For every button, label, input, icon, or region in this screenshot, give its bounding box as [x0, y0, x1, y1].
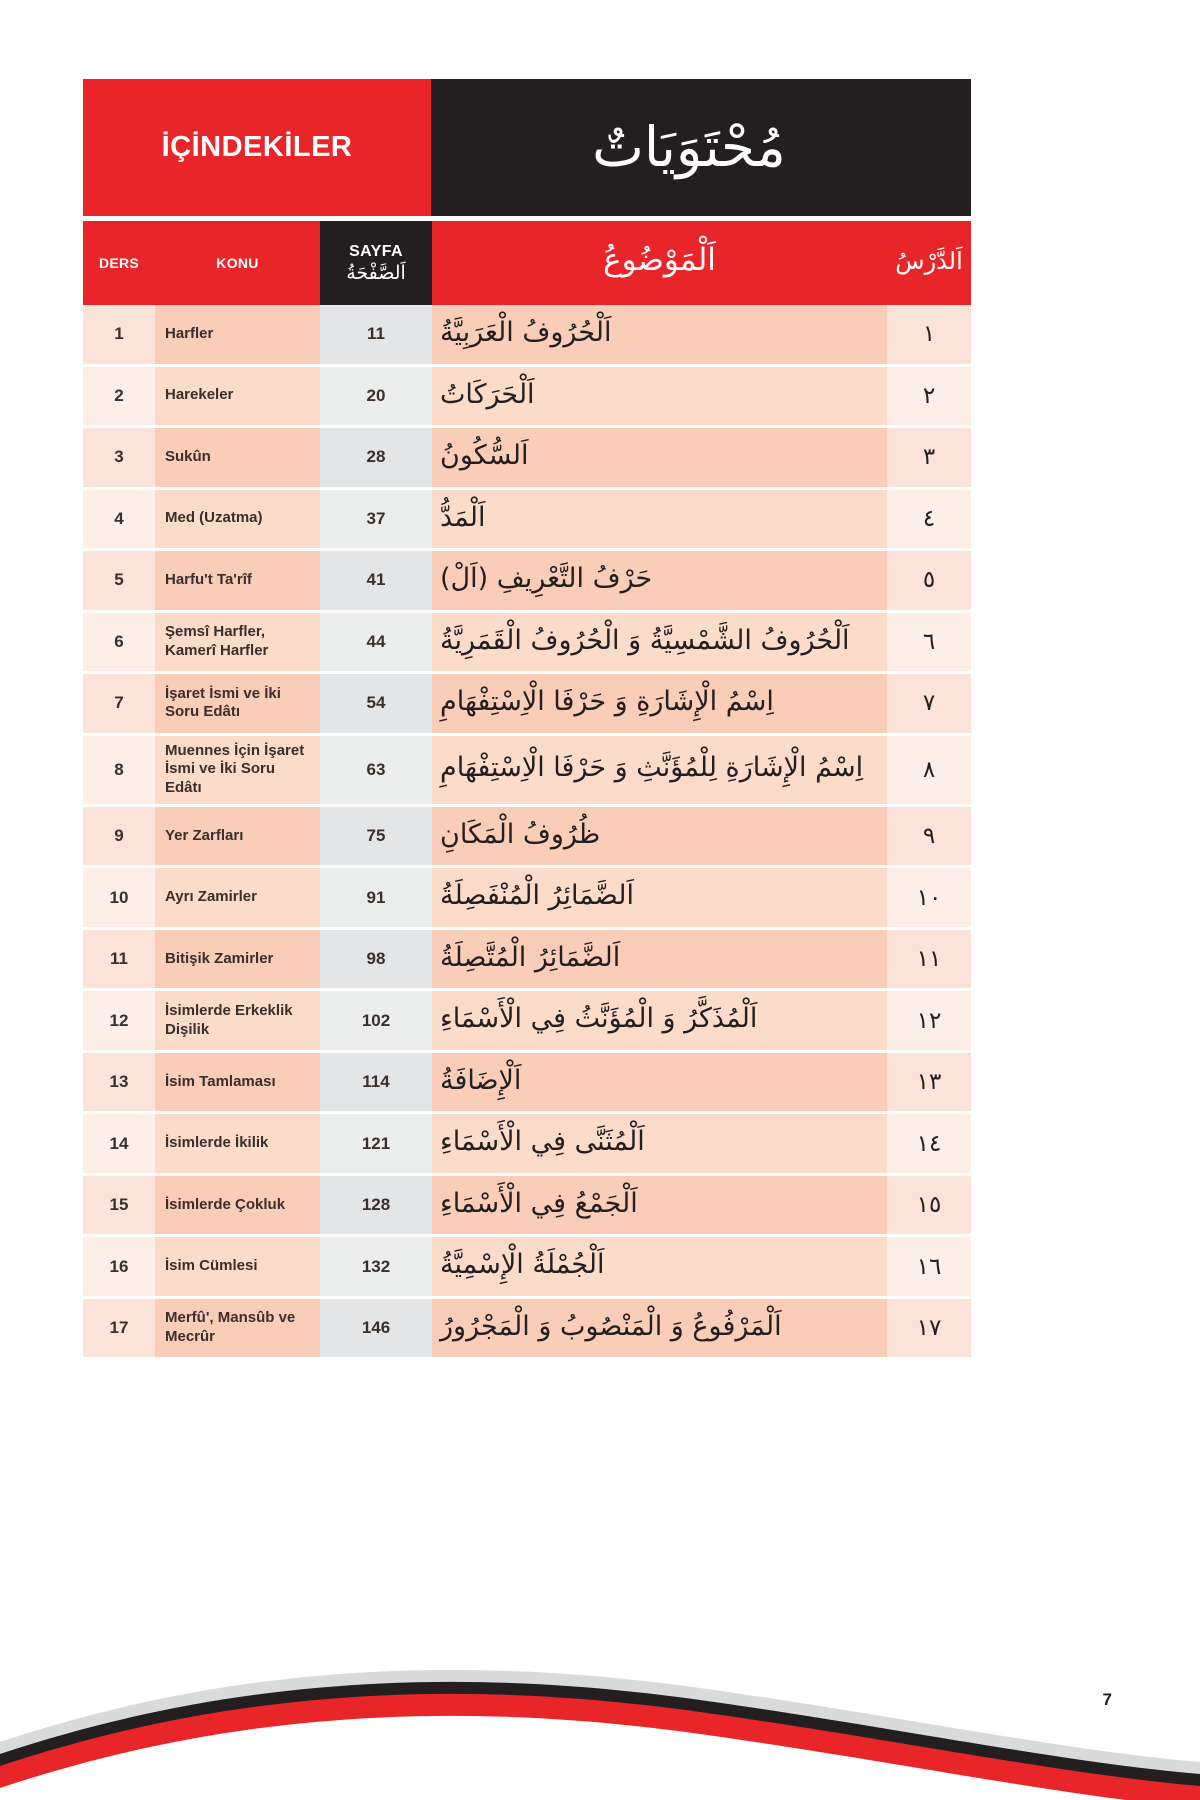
toc-title-arabic: مُحْتَوَيَاتٌ: [592, 115, 786, 180]
row-lesson-number: 4: [83, 490, 155, 549]
row-page-number: 20: [320, 367, 432, 426]
row-topic-turkish: İsim Cümlesi: [155, 1237, 320, 1296]
row-lesson-number-arabic: ٧: [887, 674, 971, 733]
row-lesson-number: 9: [83, 807, 155, 866]
row-topic-arabic: حَرْفُ التَّعْرِيفِ (اَلْ): [432, 551, 887, 610]
row-lesson-number: 10: [83, 868, 155, 927]
row-topic-arabic: اَلْمُذَكَّرُ وَ الْمُؤَنَّثُ فِي الْأَسْمَاءِ: [432, 991, 887, 1050]
row-lesson-number: 17: [83, 1299, 155, 1358]
row-lesson-number: 1: [83, 305, 155, 364]
row-topic-turkish: Sukûn: [155, 428, 320, 487]
row-topic-arabic: ظُرُوفُ الْمَكَانِ: [432, 807, 887, 866]
table-row[interactable]: [83, 1176, 971, 1238]
toc-title-turkish-block: [83, 79, 431, 216]
row-topic-turkish: Harekeler: [155, 367, 320, 426]
row-lesson-number-arabic: ٢: [887, 367, 971, 426]
table-row[interactable]: [83, 1237, 971, 1299]
toc-title-band: [83, 79, 971, 216]
row-lesson-number: 15: [83, 1176, 155, 1235]
row-topic-turkish: Şemsî Harfler, Kamerî Harfler: [155, 613, 320, 672]
table-row[interactable]: [83, 736, 971, 807]
row-page-number: 114: [320, 1053, 432, 1112]
row-topic-arabic: اَلْجُمْلَةُ الْإِسْمِيَّةُ: [432, 1237, 887, 1296]
row-page-number: 41: [320, 551, 432, 610]
row-lesson-number: 14: [83, 1114, 155, 1173]
column-header-sayfa: [320, 221, 432, 305]
row-lesson-number-arabic: ١٦: [887, 1237, 971, 1296]
row-topic-turkish: İsim Tamlaması: [155, 1053, 320, 1112]
row-topic-turkish: Med (Uzatma): [155, 490, 320, 549]
column-header-ders-arabic: اَلدَّرْسُ: [895, 247, 963, 276]
table-row[interactable]: [83, 991, 971, 1053]
row-page-number: 121: [320, 1114, 432, 1173]
row-topic-turkish: İsimlerde Çokluk: [155, 1176, 320, 1235]
row-page-number: 75: [320, 807, 432, 866]
table-body: [83, 305, 971, 1357]
row-topic-turkish: Bitişik Zamirler: [155, 930, 320, 989]
table-row[interactable]: [83, 305, 971, 367]
table-row[interactable]: [83, 868, 971, 930]
row-lesson-number-arabic: ١٤: [887, 1114, 971, 1173]
table-row[interactable]: [83, 551, 971, 613]
row-topic-arabic: اَلْجَمْعُ فِي الْأَسْمَاءِ: [432, 1176, 887, 1235]
row-topic-arabic: اَلسُّكُونُ: [432, 428, 887, 487]
row-lesson-number-arabic: ٤: [887, 490, 971, 549]
row-topic-arabic: اَلْمُثَنَّى فِي الْأَسْمَاءِ: [432, 1114, 887, 1173]
table-row[interactable]: [83, 1299, 971, 1358]
row-page-number: 132: [320, 1237, 432, 1296]
row-topic-turkish: İşaret İsmi ve İki Soru Edâtı: [155, 674, 320, 733]
column-header-ders: DERS: [98, 255, 140, 271]
row-topic-turkish: Merfû', Mansûb ve Mecrûr: [155, 1299, 320, 1358]
column-header-mevzu-arabic: اَلْمَوْضُوعُ: [603, 242, 716, 279]
table-row[interactable]: [83, 1053, 971, 1115]
row-lesson-number-arabic: ١٣: [887, 1053, 971, 1112]
row-topic-arabic: اَلضَّمَائِرُ الْمُتَّصِلَةُ: [432, 930, 887, 989]
row-page-number: 146: [320, 1299, 432, 1358]
toc-title-turkish: İÇİNDEKİLER: [161, 131, 353, 163]
row-lesson-number: 5: [83, 551, 155, 610]
row-page-number: 91: [320, 868, 432, 927]
row-topic-arabic: اَلْمَدُّ: [432, 490, 887, 549]
row-lesson-number-arabic: ١١: [887, 930, 971, 989]
row-topic-arabic: اَلْحُرُوفُ الْعَرَبِيَّةُ: [432, 305, 887, 364]
toc-title-arabic-block: [431, 79, 971, 216]
row-lesson-number: 6: [83, 613, 155, 672]
table-row[interactable]: [83, 930, 971, 992]
row-topic-turkish: Ayrı Zamirler: [155, 868, 320, 927]
row-lesson-number: 2: [83, 367, 155, 426]
row-lesson-number: 3: [83, 428, 155, 487]
row-topic-arabic: اَلْحُرُوفُ الشَّمْسِيَّةُ وَ الْحُرُوفُ الْقَمَرِيَّةُ: [432, 613, 887, 672]
row-lesson-number-arabic: ١٥: [887, 1176, 971, 1235]
row-page-number: 63: [320, 736, 432, 804]
row-lesson-number-arabic: ٣: [887, 428, 971, 487]
row-lesson-number-arabic: ٦: [887, 613, 971, 672]
row-topic-arabic: اَلْمَرْفُوعُ وَ الْمَنْصُوبُ وَ الْمَجْرُورُ: [432, 1299, 887, 1358]
row-topic-arabic: اَلضَّمَائِرُ الْمُنْفَصِلَةُ: [432, 868, 887, 927]
row-page-number: 54: [320, 674, 432, 733]
row-lesson-number: 13: [83, 1053, 155, 1112]
row-page-number: 44: [320, 613, 432, 672]
row-topic-turkish: İsimlerde Erkeklik Dişilik: [155, 991, 320, 1050]
row-page-number: 11: [320, 305, 432, 364]
row-lesson-number: 7: [83, 674, 155, 733]
row-lesson-number-arabic: ٥: [887, 551, 971, 610]
row-lesson-number-arabic: ١٠: [887, 868, 971, 927]
row-lesson-number: 16: [83, 1237, 155, 1296]
row-topic-turkish: Yer Zarfları: [155, 807, 320, 866]
row-lesson-number-arabic: ١٧: [887, 1299, 971, 1358]
row-lesson-number-arabic: ٨: [887, 736, 971, 804]
row-page-number: 102: [320, 991, 432, 1050]
table-row[interactable]: [83, 490, 971, 552]
table-row[interactable]: [83, 674, 971, 736]
row-lesson-number: 11: [83, 930, 155, 989]
row-lesson-number: 12: [83, 991, 155, 1050]
row-topic-turkish: Harfu't Ta'rîf: [155, 551, 320, 610]
row-page-number: 98: [320, 930, 432, 989]
row-topic-turkish: Muennes İçin İşaret İsmi ve İki Soru Edâtı: [155, 736, 320, 804]
row-topic-arabic: اِسْمُ الْإِشَارَةِ لِلْمُؤَنَّثِ وَ حَرْفَا الْاِسْتِفْهَامِ: [432, 736, 887, 804]
table-row[interactable]: [83, 1114, 971, 1176]
row-topic-arabic: اَلْإِضَافَةُ: [432, 1053, 887, 1112]
row-topic-turkish: İsimlerde İkilik: [155, 1114, 320, 1173]
row-lesson-number-arabic: ٩: [887, 807, 971, 866]
row-lesson-number: 8: [83, 736, 155, 804]
page-number: 7: [1102, 1690, 1112, 1709]
table-header-row: [83, 221, 971, 305]
row-topic-arabic: اَلْحَرَكَاتُ: [432, 367, 887, 426]
table-row[interactable]: [83, 428, 971, 490]
footer-wave-decoration: [0, 1650, 1200, 1800]
row-topic-turkish: Harfler: [155, 305, 320, 364]
column-header-konu: KONU: [216, 255, 259, 271]
column-header-sayfa-arabic: اَلصَّفْحَةُ: [346, 261, 406, 284]
row-page-number: 128: [320, 1176, 432, 1235]
table-row[interactable]: [83, 613, 971, 675]
row-page-number: 37: [320, 490, 432, 549]
table-row[interactable]: [83, 807, 971, 869]
table-of-contents: [83, 79, 971, 1357]
row-topic-arabic: اِسْمُ الْإِشَارَةِ وَ حَرْفَا الْاِسْتِفْهَامِ: [432, 674, 887, 733]
table-row[interactable]: [83, 367, 971, 429]
column-header-sayfa-latin: SAYFA: [349, 242, 403, 260]
row-lesson-number-arabic: ١: [887, 305, 971, 364]
row-lesson-number-arabic: ١٢: [887, 991, 971, 1050]
row-page-number: 28: [320, 428, 432, 487]
